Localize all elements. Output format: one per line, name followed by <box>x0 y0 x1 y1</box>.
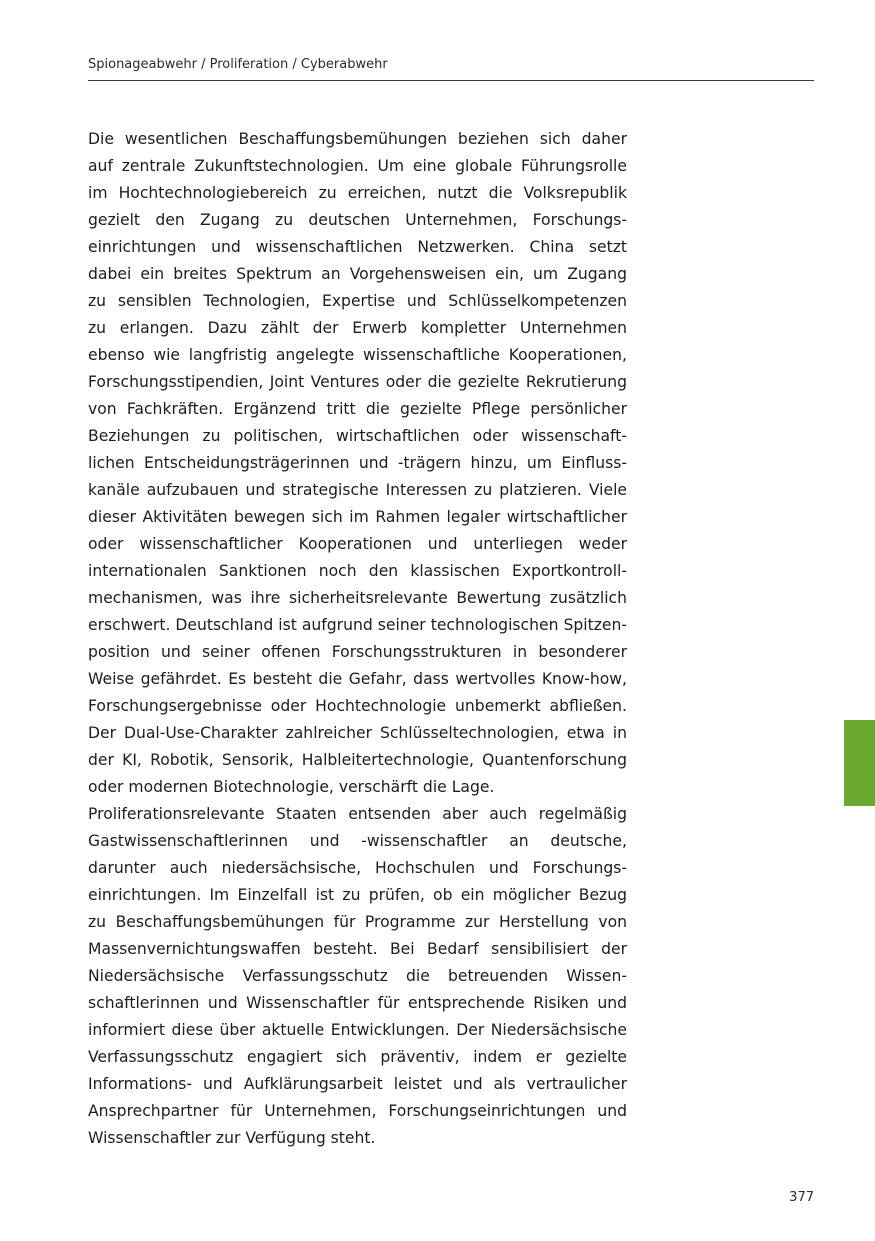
paragraph-1-line: zu sensiblen Technologien, Expertise und Schlüsselkompetenzen <box>88 292 627 310</box>
paragraph-1-line: Weise gefährdet. Es besteht die Gefahr, dass wertvolles Know-how, <box>88 670 627 688</box>
paragraph-1-line: oder wissenschaftlicher Kooperationen und unterliegen weder <box>88 535 627 553</box>
paragraph-2-line: Wissenschaftler zur Verfügung steht. <box>88 1129 376 1147</box>
paragraph-2-line: darunter auch niedersächsische, Hochschulen und Forschungs- <box>88 859 627 877</box>
paragraph-2-line: Ansprechpartner für Unternehmen, Forschungseinrichtungen und <box>88 1102 627 1120</box>
paragraph-2-line: zu Beschaffungsbemühungen für Programme zur Herstellung von <box>88 913 627 931</box>
running-header-title: Spionageabwehr / Proliferation / Cyberabwehr <box>88 57 388 72</box>
paragraph-2-line: Gastwissenschaftlerinnen und -wissenschaftler an deutsche, <box>88 832 627 850</box>
paragraph-1-line: Forschungsergebnisse oder Hochtechnologie unbemerkt abfließen. <box>88 697 627 715</box>
paragraph-2-line: Massenvernichtungswaffen besteht. Bei Bedarf sensibilisiert der <box>88 940 627 958</box>
paragraph-1-line: im Hochtechnologiebereich zu erreichen, nutzt die Volksrepublik <box>88 184 627 202</box>
running-header <box>88 56 814 81</box>
paragraph-1-line: Die wesentlichen Beschaffungsbemühungen beziehen sich daher <box>88 130 627 148</box>
paragraph-1 <box>88 126 627 801</box>
paragraph-1-line: internationalen Sanktionen noch den klassischen Exportkontroll- <box>88 562 627 580</box>
paragraph-1-line: auf zentrale Zukunftstechnologien. Um eine globale Führungsrolle <box>88 157 627 175</box>
paragraph-2-line: Informations- und Aufklärungsarbeit leistet und als vertraulicher <box>88 1075 627 1093</box>
paragraph-1-line: mechanismen, was ihre sicherheitsrelevante Bewertung zusätzlich <box>88 589 627 607</box>
paragraph-1-line: kanäle aufzubauen und strategische Interessen zu platzieren. Viele <box>88 481 627 499</box>
section-marker-tab <box>844 720 875 806</box>
paragraph-1-line: position und seiner offenen Forschungsstrukturen in besonderer <box>88 643 627 661</box>
paragraph-1-line: dabei ein breites Spektrum an Vorgehensweisen ein, um Zugang <box>88 265 627 283</box>
paragraph-2-line: informiert diese über aktuelle Entwicklungen. Der Niedersächsische <box>88 1021 627 1039</box>
paragraph-1-line: zu erlangen. Dazu zählt der Erwerb kompletter Unternehmen <box>88 319 627 337</box>
paragraph-2 <box>88 801 627 1152</box>
paragraph-1-line: der KI, Robotik, Sensorik, Halbleitertechnologie, Quantenforschung <box>88 751 627 769</box>
paragraph-1-line: dieser Aktivitäten bewegen sich im Rahmen legaler wirtschaftlicher <box>88 508 627 526</box>
paragraph-1-line: erschwert. Deutschland ist aufgrund seiner technologischen Spitzen- <box>88 616 627 634</box>
paragraph-1-line: lichen Entscheidungsträgerinnen und -trägern hinzu, um Einfluss- <box>88 454 627 472</box>
paragraph-2-line: Proliferationsrelevante Staaten entsenden aber auch regelmäßig <box>88 805 627 823</box>
paragraph-1-line: Der Dual-Use-Charakter zahlreicher Schlüsseltechnologien, etwa in <box>88 724 627 742</box>
paragraph-1-line: von Fachkräften. Ergänzend tritt die gezielte Pflege persönlicher <box>88 400 627 418</box>
body-text <box>88 126 627 1152</box>
paragraph-2-line: schaftlerinnen und Wissenschaftler für entsprechende Risiken und <box>88 994 627 1012</box>
paragraph-2-line: Niedersächsische Verfassungsschutz die betreuenden Wissen- <box>88 967 627 985</box>
page-number: 377 <box>789 1190 814 1205</box>
paragraph-2-line: einrichtungen. Im Einzelfall ist zu prüfen, ob ein möglicher Bezug <box>88 886 627 904</box>
paragraph-1-line: einrichtungen und wissenschaftlichen Netzwerken. China setzt <box>88 238 627 256</box>
paragraph-1-line: oder modernen Biotechnologie, verschärft die Lage. <box>88 778 495 796</box>
paragraph-2-line: Verfassungsschutz engagiert sich präventiv, indem er gezielte <box>88 1048 627 1066</box>
paragraph-1-line: Forschungsstipendien, Joint Ventures oder die gezielte Rekrutierung <box>88 373 627 391</box>
paragraph-1-line: Beziehungen zu politischen, wirtschaftlichen oder wissenschaft- <box>88 427 627 445</box>
paragraph-1-line: gezielt den Zugang zu deutschen Unternehmen, Forschungs- <box>88 211 627 229</box>
paragraph-1-line: ebenso wie langfristig angelegte wissenschaftliche Kooperationen, <box>88 346 627 364</box>
